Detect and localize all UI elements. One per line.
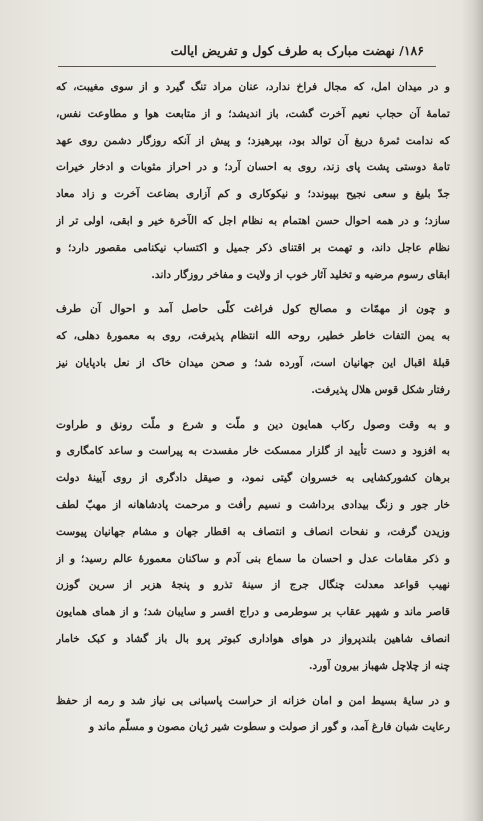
text-line: انصاف شاهین بلندپرواز در هوای هواداری کبوتر پرو بال باز گشاد و کبک خامار [56, 632, 450, 645]
body-text [56, 74, 450, 741]
text-line: و در سایهٔ بسیط امن و امان خزانه از حراست پاسبانی بی نیاز شد و رمه از حفظ [56, 694, 450, 707]
text-line: تمامهٔ آن حجاب نعیم آخرت گشت، باز اندیشد؛ و از متابعت هوا و مطاوعت نفس، [56, 107, 450, 120]
paragraph-gap [56, 680, 450, 688]
text-line: خار جور و زنگ بیدادی برداشت و نسیم رأفت و مرحمت پادشاهانه از مهبّ لطف [56, 498, 450, 511]
text-line: سازد؛ و در همه احوال حسن اهتمام به نظام اجل که الآخرة خیر و ابقی، اولی تر از [56, 214, 450, 227]
text-line: چنه از چلاچل شهباز بیرون آورد. [308, 659, 450, 672]
text-line: برهان کشورکشایی به خسروان گیتی نمود، و صیقل دادگری از روی آیینهٔ دولت [56, 472, 450, 485]
text-line: به یمن التفات خاطر خطیر، روحه الله انتظام پذیرفت، روی به معمورهٔ دهلی، که [56, 330, 450, 343]
text-line: که ندامت ثمرهٔ دریغ آن توالد بود، بپرهیزد؛ و پیش از آنکه روزگار دشمن روی عهد [56, 134, 450, 147]
text-line: و چون از مهمّات و مصالح کول فراغت کلّی حاصل آمد و احوال آن طرف [56, 303, 450, 316]
header-rule [58, 66, 436, 67]
text-line: ابقای رسوم مرضیه و تخلید آثار خوب از ولایت و مفاخر روزگار داند. [151, 268, 450, 281]
text-line: نهیب قواعد معدلت چنگال جرج از سینهٔ تذرو و پنجهٔ هزبر از سرین گوزن [56, 579, 450, 592]
text-line: و به وقت وصول رکاب همایون دین و ملّت و شرع و ملّت رونق و طراوت [56, 418, 450, 431]
text-line: قاصر ماند و شهپر عقاب بر سوطرمی و دراج افسر و سایبان شد؛ و از همای همایون [56, 606, 450, 619]
text-line: رعایت شبان فارغ آمد، و گور از صولت و سطوت شیر ژیان مصون و مسلّم ماند و [89, 721, 450, 734]
page-spine-shadow [461, 0, 483, 821]
text-line: جدّ بلیغ و سعی نجیح بپیوندد؛ و نیکوکاری و کم آزاری بضاعت آخرت و زاد معاد [56, 188, 450, 201]
text-line: وزیدن گرفت، و نفحات انصاف و انتصاف به اقطار جهان و مشام جهانیان پیوست [56, 525, 450, 538]
text-line: قبلهٔ اقبال این جهانیان است، آورده شد؛ و صحن میدان خاک از نعل بادپایان نیز [56, 356, 450, 369]
text-line: و ذکر مقامات عدل و احسان ما سماع بنی آدم و ساکنان معمورهٔ عالم رسید؛ و از [56, 552, 450, 565]
text-line: و در میدان امل، که مجال فراخ ندارد، عنان مراد تنگ گیرد و از سوی مغیبت، که [56, 81, 450, 93]
text-line: تامهٔ دوستی پشت پای زند، روی به احسان آرد؛ و در احراز مثوبات و ادخار خیرات [56, 161, 450, 174]
text-line: به افزود و دست تأیید از گلزار ممسکت خار مفسدت به پیراست و ساعد کامگاری و [56, 445, 450, 458]
paragraph-gap [56, 288, 450, 296]
text-line: رفتار شکل قوس هلال پذیرفت. [311, 383, 450, 396]
running-header: ۱۸۶/ نهضت مبارک به طرف کول و تفریض ایالت [170, 43, 424, 58]
paragraph-gap [56, 404, 450, 412]
text-line: نظام عاجل داند، و تهمت بر اقتنای ذکر جمیل و اکتساب نیکنامی مقصور دارد؛ و [56, 241, 450, 254]
